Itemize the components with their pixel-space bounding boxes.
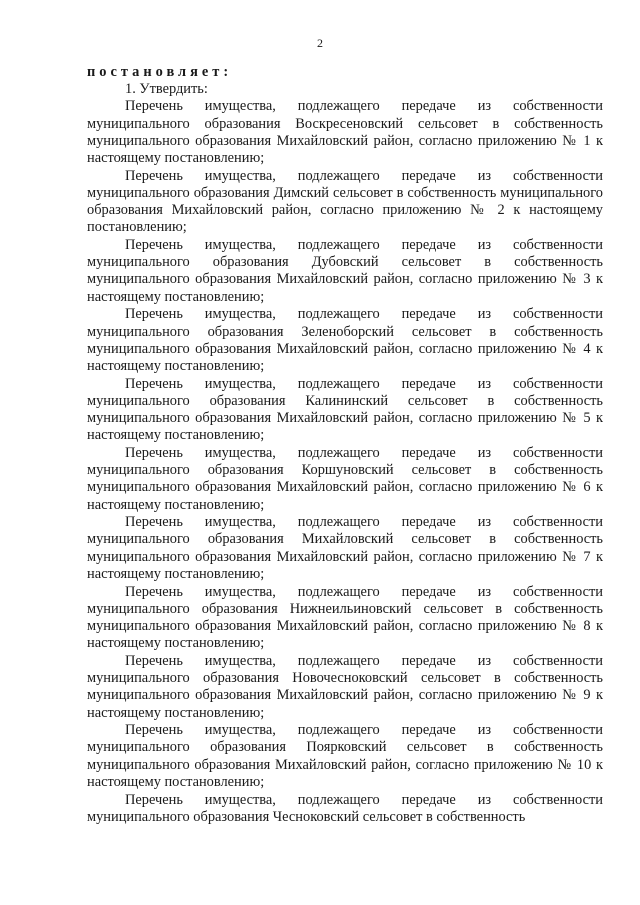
list-item: Перечень имущества, подлежащего передаче из собственности муниципального образования Чесноковский сельсовет в собственность: [87, 791, 603, 825]
list-item: Перечень имущества, подлежащего передаче из собственности муниципального образования Воскресеновский сельсовет в собственность муниципального образования Михайловский район, согласно приложению № 1 к настоящему постановлению;: [87, 98, 603, 167]
list-item: Перечень имущества, подлежащего передаче из собственности муниципального образования Коршуновский сельсовет в собственность муниципального образования Михайловский район, согласно приложению № 6 к настоящему постановлению;: [87, 444, 603, 513]
approve-clause: 1. Утвердить:: [125, 81, 208, 98]
page-number: 2: [317, 36, 323, 50]
decree-heading: постановляет:: [87, 64, 233, 80]
list-item: Перечень имущества, подлежащего передаче из собственности муниципального образования Михайловский сельсовет в собственность муниципального образования Михайловский район, согласно приложению № 7 к настоящему постановлению;: [87, 514, 603, 582]
list-item: Перечень имущества, подлежащего передаче из собственности муниципального образования Дубовский сельсовет в собственность муниципального образования Михайловский район, согласно приложению № 3 к настоящему постановлению;: [87, 237, 603, 305]
list-item: Перечень имущества, подлежащего передаче из собственности муниципального образования Поярковский сельсовет в собственность муниципального образования Михайловский район, согласно приложению № 10 к настоящему постановлению;: [87, 722, 603, 790]
list-item: Перечень имущества, подлежащего передаче из собственности муниципального образования Новочесноковский сельсовет в собственность муниципального образования Михайловский район, согласно приложению № 9 к настоящему постановлению;: [87, 652, 603, 721]
list-item: Перечень имущества, подлежащего передаче из собственности муниципального образования Димский сельсовет в собственность муниципального образования Михайловский район, согласно приложению № 2 к настоящему постановлению;: [87, 167, 603, 236]
list-item: Перечень имущества, подлежащего передаче из собственности муниципального образования Нижнеильиновский сельсовет в собственность муниципального образования Михайловский район, согласно приложению № 8 к настоящему постановлению;: [87, 583, 603, 652]
list-item: Перечень имущества, подлежащего передаче из собственности муниципального образования Калининский сельсовет в собственность муниципального образования Михайловский район, согласно приложению № 5 к настоящему постановлению;: [87, 375, 603, 444]
document-body: [87, 64, 603, 826]
list-item: Перечень имущества, подлежащего передаче из собственности муниципального образования Зеленоборский сельсовет в собственность муниципального образования Михайловский район, согласно приложению № 4 к настоящему постановлению;: [87, 306, 603, 374]
